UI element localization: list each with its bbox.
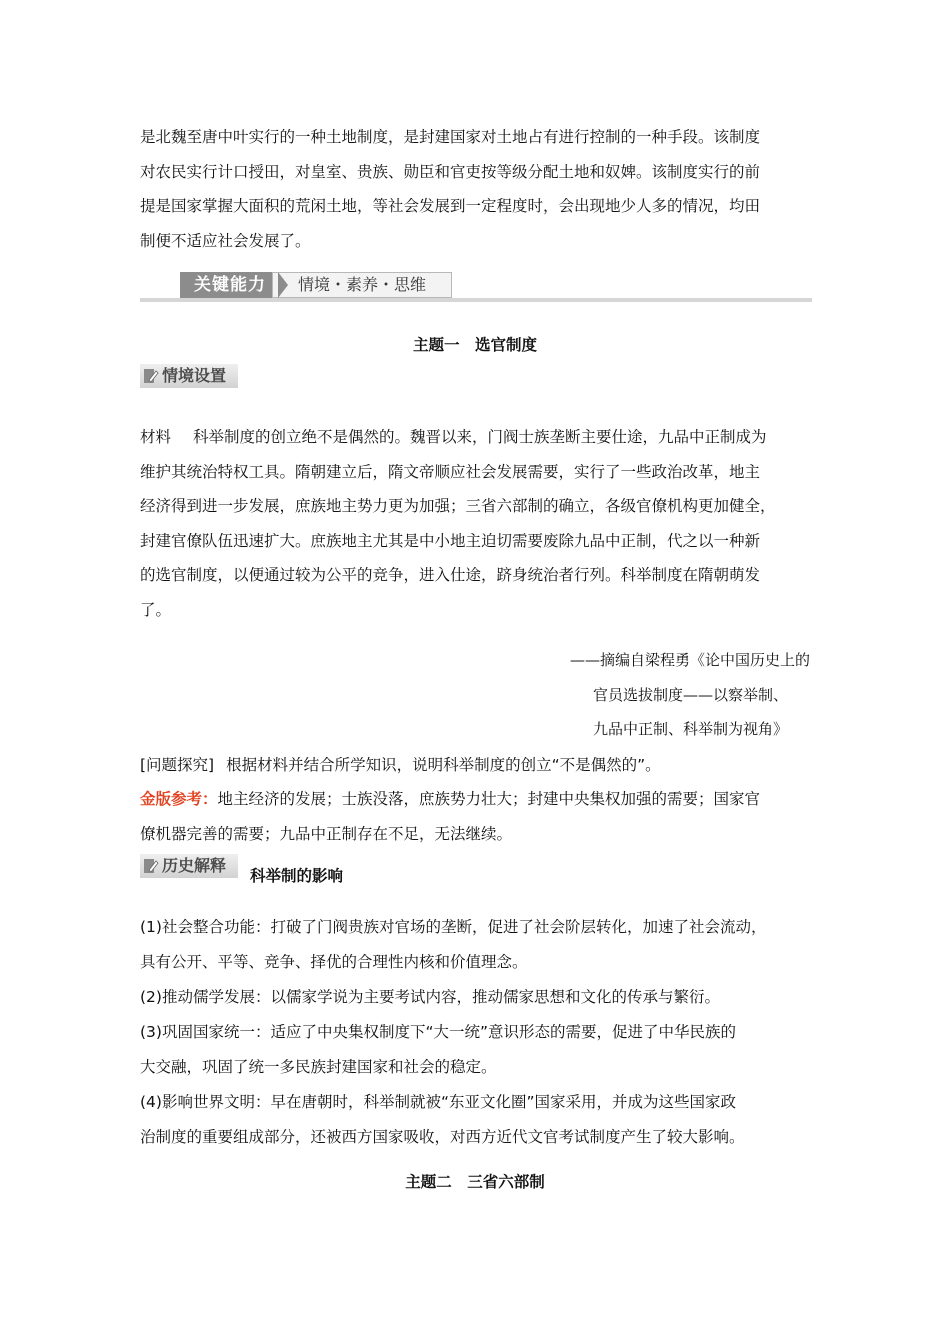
- influence-line: (3)巩固国家统一：适应了中央集权制度下“大一统”意识形态的需要，促进了中华民族的: [140, 1023, 737, 1041]
- intro-paragraph: [140, 120, 820, 258]
- answer-paragraph: [140, 782, 820, 851]
- influence-line: 具有公开、平等、竞争、择优的合理性内核和价值理念。: [140, 953, 528, 971]
- question-line: [140, 748, 820, 783]
- topic-two-title: 主题二 三省六部制: [405, 1173, 545, 1191]
- pencil-icon: [143, 368, 159, 384]
- influence-line: (4)影响世界文明：早在唐朝时，科举制就被“东亚文化圈”国家采用，并成为这些国家政: [140, 1093, 737, 1111]
- source-line: ——摘编自梁程勇《论中国历史上的: [570, 651, 811, 669]
- answer-text: 僚机器完善的需要；九品中正制存在不足，无法继续。: [140, 824, 513, 843]
- material-line: 维护其统治特权工具。隋朝建立后，隋文帝顺应社会发展需要，实行了一些政治改革，地主: [140, 462, 761, 481]
- banner-main-label: 关键能力: [180, 272, 280, 298]
- banner-divider: [140, 298, 812, 302]
- influence-line: 大交融，巩固了统一多民族封建国家和社会的稳定。: [140, 1058, 497, 1076]
- material-label: 材料: [140, 428, 172, 446]
- influence-line: (2)推动儒学发展：以儒家学说为主要考试内容，推动儒家思想和文化的传承与繁衍。: [140, 988, 720, 1006]
- key-ability-banner: [140, 268, 812, 302]
- question-label: [问题探究]: [140, 756, 215, 774]
- banner-sub-label: 情境・素养・思维: [272, 272, 452, 298]
- situation-tag: [140, 364, 238, 388]
- source-line: 官员选拔制度——以察举制、: [593, 686, 789, 704]
- material-paragraph: [140, 420, 820, 627]
- material-line: 经济得到进一步发展，庶族地主势力更为加强；三省六部制的确立，各级官僚机构更加健全，: [140, 497, 776, 515]
- answer-text: 地主经济的发展；士族没落，庶族势力壮大；封建中央集权加强的需要；国家官: [217, 790, 761, 808]
- intro-line: 提是国家掌握大面积的荒闲土地，等社会发展到一定程度时，会出现地少人多的情况，均田: [140, 197, 761, 215]
- history-caption: 科举制的影响: [250, 867, 344, 885]
- material-line: 封建官僚队伍迅速扩大。庶族地主尤其是中小地主迫切需要废除九品中正制，代之以一种新: [140, 531, 761, 550]
- intro-line: 制便不适应社会发展了。: [140, 231, 311, 250]
- answer-label: 金版参考：: [140, 790, 218, 808]
- intro-line: 对农民实行计口授田，对皇室、贵族、勋臣和官吏按等级分配土地和奴婢。该制度实行的前: [140, 162, 761, 181]
- influence-line: (1)社会整合功能：打破了门阀贵族对官场的垄断，促进了社会阶层转化，加速了社会流动，: [140, 918, 767, 936]
- material-line: 材料 科举制度的创立绝不是偶然的。魏晋以来，门阀士族垄断主要仕途，九品中正制成为: [140, 428, 767, 446]
- material-line: 的选官制度，以便通过较为公平的竞争，进入仕途，跻身统治者行列。科举制度在隋朝萌发: [140, 566, 761, 584]
- source-line: 九品中正制、科举制为视角》: [593, 720, 789, 738]
- topic-one-title: 主题一 选官制度: [412, 336, 537, 354]
- question-text: 根据材料并结合所学知识，说明科举制度的创立“不是偶然的”。: [226, 756, 661, 774]
- influence-list: [140, 910, 820, 1155]
- pencil-icon: [143, 858, 159, 874]
- influence-line: 治制度的重要组成部分，还被西方国家吸收，对西方近代文官考试制度产生了较大影响。: [140, 1128, 745, 1146]
- banner-arrow-icon: [278, 272, 288, 298]
- situation-tag-label: 情境设置: [162, 366, 227, 385]
- intro-line: 是北魏至唐中叶实行的一种土地制度，是封建国家对土地占有进行控制的一种手段。该制度: [140, 128, 761, 146]
- material-line: 了。: [140, 600, 172, 619]
- history-tag-label: 历史解释: [162, 856, 227, 875]
- history-tag: [140, 854, 238, 878]
